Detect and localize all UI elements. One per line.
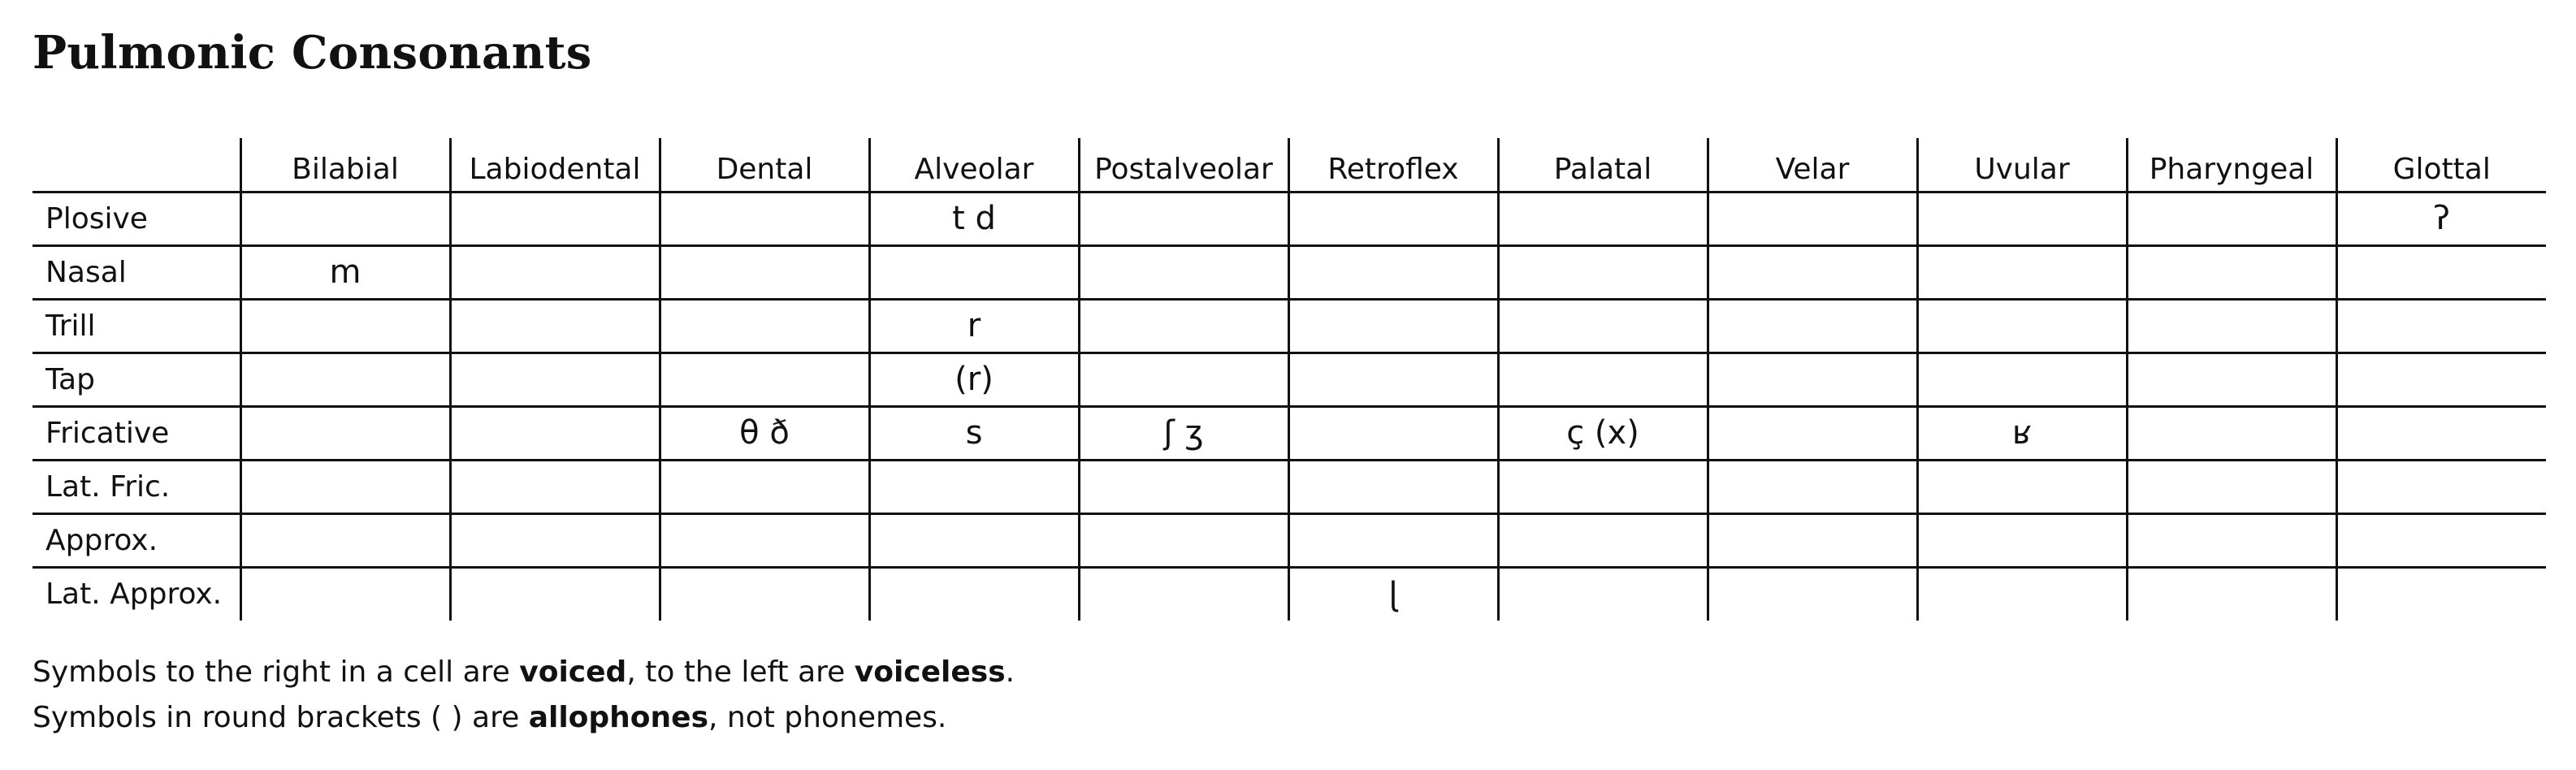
phoneme-cell [1708,406,1917,460]
note-voicing-text-before: Symbols to the right in a cell are [32,655,520,689]
note-voicing [32,650,1015,695]
column-header-palatal: Palatal [1498,138,1708,192]
note-brackets-text-before: Symbols in round brackets ( ) are [32,701,529,734]
chart-body [32,192,2546,621]
phoneme-cell [2336,299,2546,353]
note-voicing-text-after: . [1005,655,1015,689]
phoneme-cell [1498,513,1708,567]
column-header-velar: Velar [1708,138,1917,192]
phoneme-cell [2336,245,2546,299]
manner-row [32,353,2546,406]
phoneme-cell [660,245,869,299]
phoneme-cell [1708,353,1917,406]
note-voicing-text-middle: , to the left are [626,655,855,689]
corner-cell [32,138,240,192]
phoneme-cell [1917,567,2127,621]
column-header-pharyngeal: Pharyngeal [2127,138,2336,192]
phoneme-cell [2336,406,2546,460]
phoneme-cell: ç (x) [1498,406,1708,460]
phoneme-cell [1708,513,1917,567]
phoneme-cell [450,245,660,299]
phoneme-cell [1498,192,1708,245]
phoneme-cell [1288,513,1498,567]
phoneme-cell [2127,192,2336,245]
phoneme-cell [240,513,450,567]
phoneme-cell [660,192,869,245]
manner-row [32,299,2546,353]
phoneme-cell [450,406,660,460]
note-brackets-allophones: allophones [528,701,709,734]
phoneme-cell [1917,513,2127,567]
column-header-bilabial: Bilabial [240,138,450,192]
phoneme-cell [1917,299,2127,353]
phoneme-cell [450,353,660,406]
phoneme-cell [450,513,660,567]
phoneme-cell [1708,299,1917,353]
phoneme-cell [1498,460,1708,513]
row-header: Lat. Approx. [45,578,223,612]
note-brackets-text-after: , not phonemes. [708,701,947,734]
phoneme-cell [2127,406,2336,460]
row-header: Trill [32,299,240,353]
column-header-postalveolar: Postalveolar [1079,138,1288,192]
phoneme-cell [869,245,1079,299]
phoneme-cell [1708,192,1917,245]
phoneme-cell [2336,353,2546,406]
phoneme-cell: m [240,245,450,299]
phoneme-cell [1917,460,2127,513]
phoneme-cell [2127,513,2336,567]
phoneme-cell [1288,460,1498,513]
phoneme-cell [660,513,869,567]
phoneme-cell [869,567,1079,621]
manner-row [32,567,2546,621]
phoneme-cell [869,460,1079,513]
phoneme-cell: (r) [869,353,1079,406]
phoneme-cell [240,353,450,406]
column-header-retroflex: Retroflex [1288,138,1498,192]
phoneme-cell [660,460,869,513]
phoneme-cell: s [869,406,1079,460]
phoneme-cell [450,460,660,513]
manner-row [32,513,2546,567]
phoneme-cell [1708,460,1917,513]
phoneme-cell [450,192,660,245]
phoneme-cell [240,192,450,245]
phoneme-cell [240,460,450,513]
phoneme-cell [1079,299,1288,353]
phoneme-cell [2336,513,2546,567]
manner-row [32,245,2546,299]
phoneme-cell [1498,567,1708,621]
phoneme-cell [869,513,1079,567]
column-header-labiodental: Labiodental [450,138,660,192]
phoneme-cell [1079,353,1288,406]
phoneme-cell [240,299,450,353]
phoneme-cell [1708,245,1917,299]
phoneme-cell [1498,299,1708,353]
phoneme-cell [1708,567,1917,621]
phoneme-cell [660,299,869,353]
phoneme-cell [450,567,660,621]
row-header: Fricative [32,406,240,460]
header-row [32,138,2546,192]
phoneme-cell [1917,353,2127,406]
phoneme-cell [1498,353,1708,406]
phoneme-cell [1079,460,1288,513]
row-header: Plosive [32,192,240,245]
column-header-uvular: Uvular [1917,138,2127,192]
note-voicing-voiceless: voiceless [854,655,1006,689]
phoneme-cell [1079,192,1288,245]
phoneme-cell [1288,353,1498,406]
column-header-glottal: Glottal [2336,138,2546,192]
phoneme-cell [660,353,869,406]
phoneme-cell [2127,353,2336,406]
phoneme-cell [450,299,660,353]
phoneme-cell [2127,245,2336,299]
row-header: Nasal [32,245,240,299]
phoneme-cell [2336,567,2546,621]
phoneme-cell [240,567,450,621]
phoneme-cell [1288,192,1498,245]
phoneme-cell: θ ð [660,406,869,460]
phoneme-cell [240,406,450,460]
phoneme-cell [1288,299,1498,353]
phoneme-cell [660,567,869,621]
phoneme-cell [1288,245,1498,299]
row-header: Lat. Fric. [32,460,240,513]
phoneme-cell: ɭ [1288,567,1498,621]
phoneme-cell [2127,299,2336,353]
column-header-alveolar: Alveolar [869,138,1079,192]
phoneme-cell: ʔ [2336,192,2546,245]
phoneme-cell [1917,245,2127,299]
phoneme-cell [1288,406,1498,460]
phoneme-cell: t d [869,192,1079,245]
notes [32,650,1015,741]
phoneme-cell [1917,192,2127,245]
consonant-chart [32,138,2546,621]
phoneme-cell: ʃ ʒ [1079,406,1288,460]
note-brackets [32,695,1015,741]
phoneme-cell [1079,513,1288,567]
phoneme-cell [1498,245,1708,299]
note-voicing-voiced: voiced [519,655,627,689]
phoneme-cell [1079,245,1288,299]
phoneme-cell [1079,567,1288,621]
page-title: Pulmonic Consonants [32,26,592,80]
phoneme-cell [2336,460,2546,513]
phoneme-cell [2127,567,2336,621]
row-header: Tap [32,353,240,406]
manner-row [32,192,2546,245]
column-header-dental: Dental [660,138,869,192]
row-header: Approx. [32,513,240,567]
manner-row [32,460,2546,513]
manner-row [32,406,2546,460]
phoneme-cell: ʁ [1917,406,2127,460]
phoneme-cell: r [869,299,1079,353]
phoneme-cell [2127,460,2336,513]
